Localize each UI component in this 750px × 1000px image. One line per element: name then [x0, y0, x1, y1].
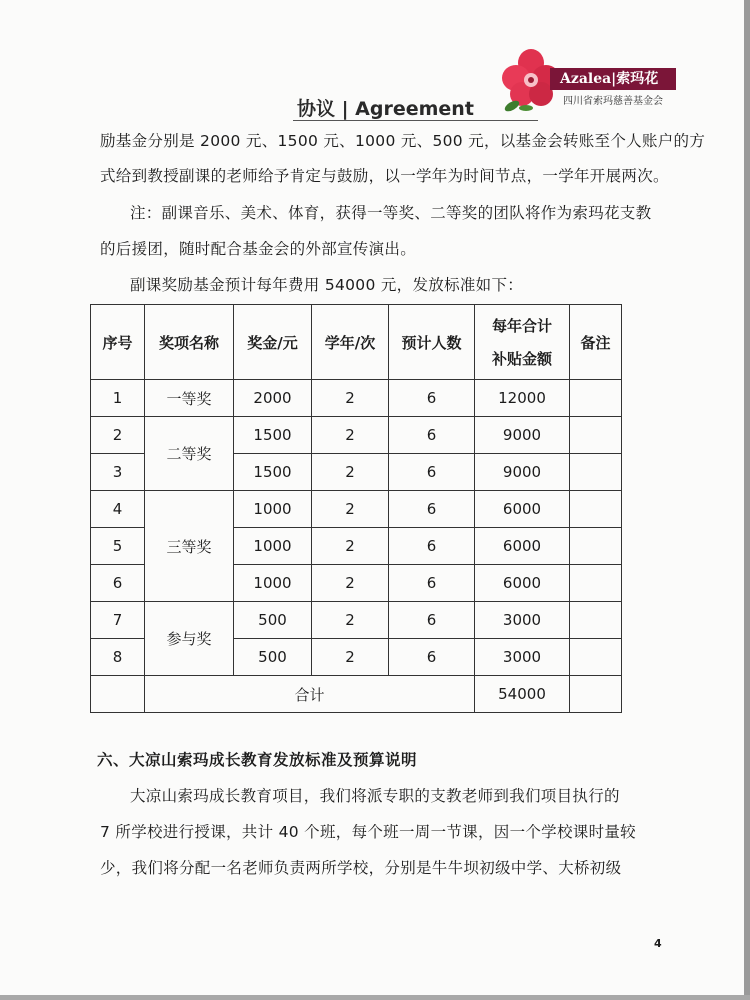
- cell-amount: 1000: [234, 565, 312, 602]
- cell-people: 6: [389, 417, 475, 454]
- section-heading: 六、大凉山索玛成长教育发放标准及预算说明: [97, 751, 418, 769]
- cell-people: 6: [389, 639, 475, 676]
- cell-total: 3000: [475, 639, 570, 676]
- award-standard-table: [90, 304, 622, 713]
- cell-times: 2: [312, 565, 389, 602]
- cell-no: 5: [91, 528, 145, 565]
- cell-total: 12000: [475, 380, 570, 417]
- cell-total: 3000: [475, 602, 570, 639]
- header-total: [475, 305, 570, 380]
- cell-times: 2: [312, 639, 389, 676]
- header-award-name: 奖项名称: [145, 305, 234, 380]
- header-amount: 奖金/元: [234, 305, 312, 380]
- cell-award-name: 一等奖: [145, 380, 234, 417]
- cell-times: 2: [312, 491, 389, 528]
- cell-times: 2: [312, 417, 389, 454]
- section-line: 大凉山索玛成长教育项目，我们将派专职的支教老师到我们项目执行的: [130, 787, 620, 805]
- cell-no: [91, 676, 145, 713]
- page-edge-bottom: [0, 995, 750, 1000]
- cell-no: 4: [91, 491, 145, 528]
- cell-people: 6: [389, 380, 475, 417]
- cell-remark: [570, 639, 622, 676]
- cell-people: 6: [389, 528, 475, 565]
- cell-remark: [570, 528, 622, 565]
- cell-people: 6: [389, 491, 475, 528]
- cell-times: 2: [312, 528, 389, 565]
- cell-award-name: 参与奖: [145, 602, 234, 676]
- cell-remark: [570, 417, 622, 454]
- cell-total: 9000: [475, 417, 570, 454]
- table-intro: 副课奖励基金预计每年费用 54000 元，发放标准如下：: [130, 276, 524, 294]
- cell-times: 2: [312, 602, 389, 639]
- cell-total: 9000: [475, 454, 570, 491]
- cell-total: 6000: [475, 491, 570, 528]
- cell-people: 6: [389, 602, 475, 639]
- section-line: 7 所学校进行授课，共计 40 个班，每个班一周一节课，因一个学校课时量较: [100, 823, 636, 841]
- cell-amount: 1500: [234, 454, 312, 491]
- cell-award-name: 二等奖: [145, 417, 234, 491]
- cell-times: 2: [312, 454, 389, 491]
- page-title: 协议 | Agreement: [297, 98, 474, 120]
- note-line: 注：副课音乐、美术、体育，获得一等奖、二等奖的团队将作为索玛花支教: [130, 204, 652, 222]
- header-times: 学年/次: [312, 305, 389, 380]
- paragraph-line: 励基金分别是 2000 元、1500 元、1000 元、500 元，以基金会转账至个人账户的方: [100, 132, 706, 150]
- cell-amount: 1000: [234, 491, 312, 528]
- table-row: [91, 417, 622, 454]
- cell-no: 8: [91, 639, 145, 676]
- cell-people: 6: [389, 454, 475, 491]
- cell-no: 7: [91, 602, 145, 639]
- cell-amount: 2000: [234, 380, 312, 417]
- cell-remark: [570, 565, 622, 602]
- table-sum-row: [91, 676, 622, 713]
- cell-no: 2: [91, 417, 145, 454]
- cell-total: 6000: [475, 528, 570, 565]
- cell-people: 6: [389, 565, 475, 602]
- table-row: [91, 491, 622, 528]
- cell-remark: [570, 454, 622, 491]
- cell-remark: [570, 491, 622, 528]
- logo-organization: 四川省索玛慈善基金会: [563, 96, 663, 107]
- foundation-logo: [500, 48, 680, 118]
- section-line: 少，我们将分配一名老师负责两所学校，分别是牛牛坝初级中学、大桥初级: [100, 859, 622, 877]
- logo-name: Azalea|索玛花: [550, 68, 676, 90]
- header-divider: [293, 120, 538, 121]
- cell-remark: [570, 602, 622, 639]
- cell-times: 2: [312, 380, 389, 417]
- paragraph-line: 式给到教授副课的老师给予肯定与鼓励，以一学年为时间节点，一学年开展两次。: [100, 167, 669, 185]
- table-row: [91, 602, 622, 639]
- cell-amount: 1000: [234, 528, 312, 565]
- page-number: 4: [654, 937, 662, 950]
- cell-amount: 500: [234, 602, 312, 639]
- page-edge: [744, 0, 750, 1000]
- note-line: 的后援团，随时配合基金会的外部宣传演出。: [100, 240, 417, 258]
- header-no: 序号: [91, 305, 145, 380]
- cell-no: 1: [91, 380, 145, 417]
- cell-amount: 1500: [234, 417, 312, 454]
- header-people: 预计人数: [389, 305, 475, 380]
- sum-value: 54000: [475, 676, 570, 713]
- cell-award-name: 三等奖: [145, 491, 234, 602]
- header-total-line2: 补贴金额: [491, 350, 552, 368]
- cell-amount: 500: [234, 639, 312, 676]
- cell-no: 3: [91, 454, 145, 491]
- cell-no: 6: [91, 565, 145, 602]
- cell-remark: [570, 676, 622, 713]
- table-row: [91, 380, 622, 417]
- header-total-line1: 每年合计: [491, 317, 552, 335]
- header-remark: 备注: [570, 305, 622, 380]
- cell-remark: [570, 380, 622, 417]
- cell-total: 6000: [475, 565, 570, 602]
- table-header-row: [91, 305, 622, 380]
- sum-label: 合计: [145, 676, 475, 713]
